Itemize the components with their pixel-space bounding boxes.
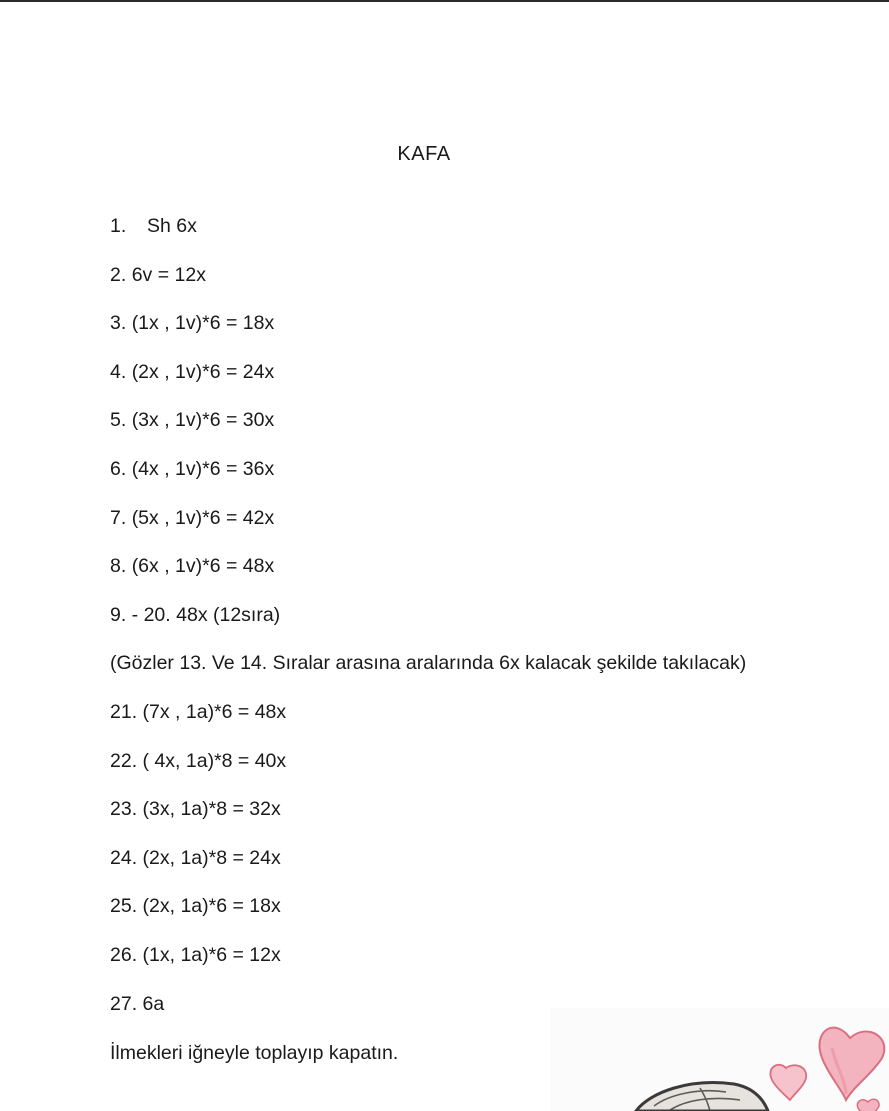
step-text: (3x , 1v)*6 = 30x bbox=[131, 409, 275, 432]
pattern-step bbox=[110, 941, 746, 969]
step-text: 6a bbox=[142, 992, 165, 1015]
step-text: ( 4x, 1a)*8 = 40x bbox=[142, 749, 287, 772]
page-title: KAFA bbox=[397, 143, 451, 165]
hearts-and-doll-illustration bbox=[550, 1008, 889, 1111]
step-number: 1. bbox=[110, 215, 127, 237]
step-number: 23. bbox=[110, 798, 138, 821]
step-number: 8. bbox=[110, 555, 127, 578]
step-number: 4. bbox=[110, 360, 127, 383]
step-text: (7x , 1a)*6 = 48x bbox=[142, 700, 287, 723]
step-number: 9. - 20. bbox=[110, 603, 171, 626]
step-number: 25. bbox=[110, 895, 138, 918]
step-number: 3. bbox=[110, 312, 127, 335]
pattern-step bbox=[110, 358, 746, 386]
step-text: (4x , 1v)*6 = 36x bbox=[131, 457, 275, 480]
step-number: 21. bbox=[110, 700, 138, 723]
step-number: 5. bbox=[110, 409, 127, 432]
pattern-step bbox=[110, 747, 746, 775]
step-number: 27. bbox=[110, 992, 138, 1015]
step-number: 24. bbox=[110, 846, 138, 869]
eye-placement-note bbox=[110, 649, 746, 677]
closing-instruction: İlmekleri iğneyle toplayıp kapatın. bbox=[110, 1042, 399, 1064]
step-text: (5x , 1v)*6 = 42x bbox=[131, 506, 275, 529]
step-text: (1x , 1v)*6 = 18x bbox=[131, 312, 275, 335]
pattern-step bbox=[110, 698, 746, 726]
step-number: 2. bbox=[110, 263, 127, 286]
step-number: 7. bbox=[110, 506, 127, 529]
pattern-steps bbox=[110, 212, 746, 1038]
step-text: (6x , 1v)*6 = 48x bbox=[131, 555, 275, 578]
step-text: 6v = 12x bbox=[131, 263, 206, 286]
pattern-step bbox=[110, 406, 746, 434]
step-text: (2x, 1a)*6 = 18x bbox=[142, 895, 281, 918]
step-text: (1x, 1a)*6 = 12x bbox=[142, 943, 281, 966]
step-number: 22. bbox=[110, 749, 138, 772]
pattern-step bbox=[110, 552, 746, 580]
pattern-step bbox=[110, 601, 746, 629]
step-number: 26. bbox=[110, 943, 138, 966]
step-text: (2x, 1a)*8 = 24x bbox=[142, 846, 281, 869]
note-text: (Gözler 13. Ve 14. Sıralar arasına aralarında 6x kalacak şekilde takılacak) bbox=[110, 652, 747, 675]
pattern-step bbox=[110, 455, 746, 483]
pattern-step bbox=[110, 892, 746, 920]
pattern-step bbox=[110, 261, 746, 289]
step-number: 6. bbox=[110, 457, 127, 480]
step-text: Sh 6x bbox=[147, 215, 197, 237]
pattern-step bbox=[110, 504, 746, 532]
pattern-step bbox=[110, 212, 746, 240]
top-border-rule bbox=[0, 0, 889, 2]
pattern-step bbox=[110, 844, 746, 872]
pattern-step bbox=[110, 309, 746, 337]
corner-illustration bbox=[550, 1008, 889, 1111]
pattern-step bbox=[110, 795, 746, 823]
step-text: (3x, 1a)*8 = 32x bbox=[142, 798, 281, 821]
step-text: (2x , 1v)*6 = 24x bbox=[131, 360, 275, 383]
step-text: 48x (12sıra) bbox=[176, 603, 281, 626]
heart-tiny-icon bbox=[857, 1099, 879, 1111]
